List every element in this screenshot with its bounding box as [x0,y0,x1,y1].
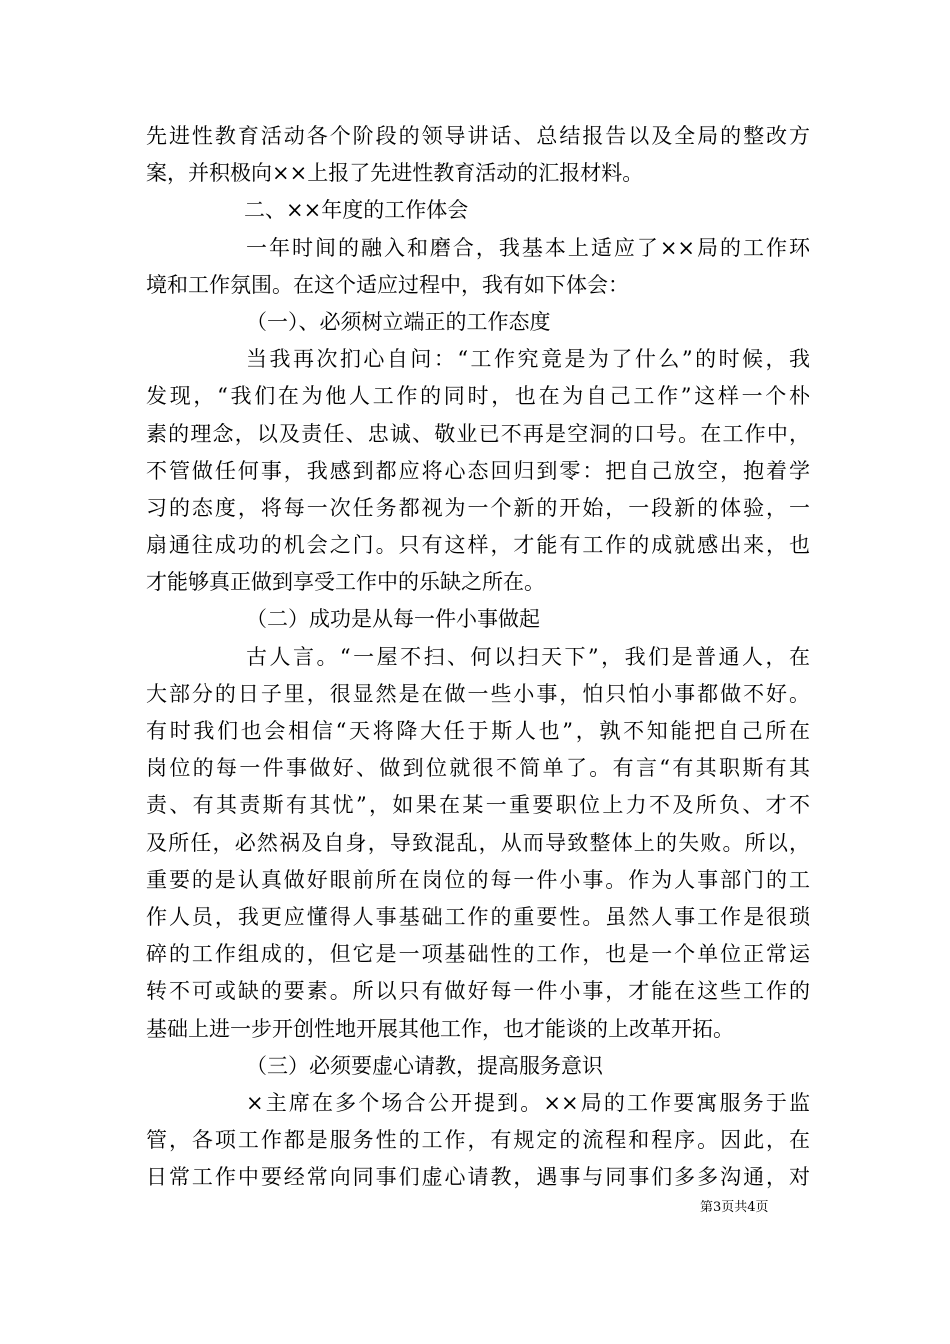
text-line: 作人员，我更应懂得人事基础工作的重要性。虽然人事工作是很琐 [146,904,810,929]
text-line: （三）必须要虚心请教，提高服务意识 [246,1053,603,1078]
text-line: 扇通往成功的机会之门。只有这样，才能有工作的成就感出来，也 [146,533,810,558]
text-line: 当我再次扪心自问：“工作究竟是为了什么”的时候，我 [246,347,810,372]
text-line: 岗位的每一件事做好、做到位就很不简单了。有言“有其职斯有其 [146,756,810,781]
document-body [146,118,810,1196]
text-line: 案，并积极向××上报了先进性教育活动的汇报材料。 [146,161,644,186]
text-line: 基础上进一步开创性地开展其他工作，也才能谈的上改革开拓。 [146,1016,734,1041]
text-line: 碎的工作组成的，但它是一项基础性的工作，也是一个单位正常运 [146,942,810,967]
text-line: 及所任，必然祸及自身，导致混乱，从而导致整体上的失败。所以， [146,830,810,855]
text-line: 转不可或缺的要素。所以只有做好每一件小事，才能在这些工作的 [146,979,810,1004]
text-line: 有时我们也会相信“天将降大任于斯人也”，孰不知能把自己所在 [146,719,810,743]
text-line: 才能够真正做到享受工作中的乐缺之所在。 [146,570,545,595]
text-line: 日常工作中要经常向同事们虚心请教，遇事与同事们多多沟通，对 [146,1165,810,1190]
text-line: 发现，“我们在为他人工作的同时，也在为自己工作”这样一个朴 [146,384,810,409]
text-line: 素的理念，以及责任、忠诚、敬业已不再是空洞的口号。在工作中， [146,421,810,446]
text-line: 古人言。“一屋不扫、何以扫天下”，我们是普通人，在 [246,644,810,669]
text-line: 大部分的日子里，很显然是在做一些小事，怕只怕小事都做不好。 [146,681,810,706]
text-line: 管，各项工作都是服务性的工作，有规定的流程和程序。因此，在 [146,1128,810,1153]
text-line: 二、××年度的工作体会 [244,198,469,223]
text-line: 境和工作氛围。在这个适应过程中，我有如下体会： [146,272,629,297]
text-line: 先进性教育活动各个阶段的领导讲话、总结报告以及全局的整改方 [146,124,810,148]
text-line: 习的态度，将每一次任务都视为一个新的开始，一段新的体验，一 [146,495,810,520]
text-line: 重要的是认真做好眼前所在岗位的每一件小事。作为人事部门的工 [146,867,810,892]
text-line: 一年时间的融入和磨合，我基本上适应了××局的工作环 [246,235,810,260]
text-line: （一）、必须树立端正的工作态度 [246,309,551,334]
page-number: 第3页共4页 [700,1200,769,1215]
text-line: （二）成功是从每一件小事做起 [246,607,540,632]
text-line: 责、有其责斯有其忧”，如果在某一重要职位上力不及所负、才不 [146,793,810,818]
text-line: 不管做任何事，我感到都应将心态回归到零：把自己放空，抱着学 [146,458,810,483]
text-line: ×主席在多个场合公开提到。××局的工作要寓服务于监 [246,1090,810,1115]
